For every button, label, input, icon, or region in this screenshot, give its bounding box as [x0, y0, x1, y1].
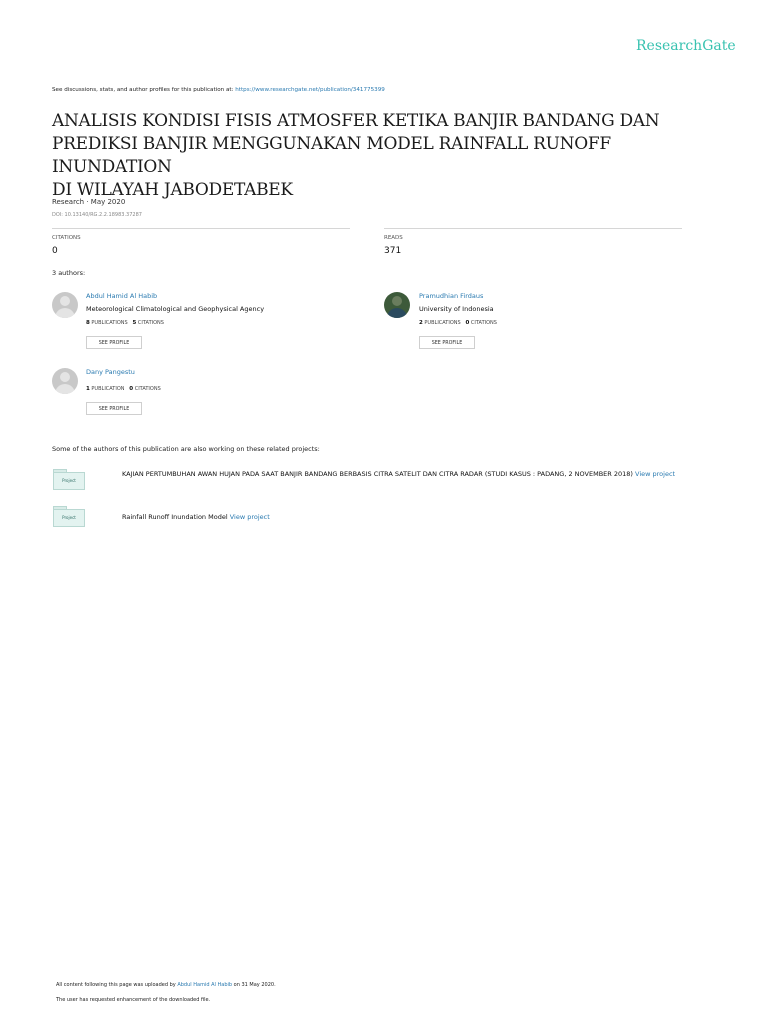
publication-type-date: Research · May 2020 — [52, 198, 126, 206]
project-title: Rainfall Runoff Inundation Model — [122, 513, 228, 521]
publication-title — [52, 110, 732, 202]
upload-prefix: All content following this page was uploaded by — [56, 982, 178, 988]
project-item — [122, 468, 712, 480]
project-folder-icon[interactable] — [53, 469, 84, 489]
citations-count: 0 — [465, 320, 470, 326]
related-projects-heading: Some of the authors of this publication are also working on these related projects: — [52, 445, 320, 453]
author-stats — [86, 386, 161, 392]
researchgate-logo[interactable]: ResearchGate — [636, 38, 736, 54]
project-icon-label: Project — [53, 509, 85, 527]
citations-label: CITATIONS — [134, 386, 161, 392]
citations-label: CITATIONS — [137, 320, 164, 326]
reads-value: 371 — [384, 246, 402, 256]
citations-count: 0 — [129, 386, 134, 392]
divider — [52, 228, 350, 229]
project-item — [122, 511, 270, 523]
project-folder-icon[interactable] — [53, 506, 84, 526]
see-profile-button[interactable]: SEE PROFILE — [86, 336, 142, 349]
see-profile-button[interactable]: SEE PROFILE — [419, 336, 475, 349]
project-title: KAJIAN PERTUMBUHAN AWAN HUJAN PADA SAAT BANJIR BANDANG BERBASIS CITRA SATELIT DAN CITRA RADAR (STUDI KASUS : PADANG, 2 NOVEMBER 2018) — [122, 470, 633, 478]
publications-count: 8 — [86, 320, 90, 326]
author-stats — [86, 320, 164, 326]
enhancement-note: The user has requested enhancement of the downloaded file. — [56, 997, 211, 1003]
author-avatar[interactable] — [52, 368, 78, 394]
publications-count: 1 — [86, 386, 90, 392]
upload-suffix: on 31 May 2020. — [232, 982, 276, 988]
author-name-link[interactable]: Dany Pangestu — [86, 368, 135, 376]
upload-note — [56, 982, 276, 988]
project-icon-label: Project — [53, 472, 85, 490]
title-line: PREDIKSI BANJIR MENGGUNAKAN MODEL RAINFALL RUNOFF INUNDATION — [52, 134, 611, 177]
author-stats — [419, 320, 497, 326]
divider — [384, 228, 682, 229]
reads-label: READS — [384, 235, 403, 241]
publication-url-link[interactable]: https://www.researchgate.net/publication/341775399 — [235, 87, 385, 93]
publications-count: 2 — [419, 320, 423, 326]
title-line: ANALISIS KONDISI FISIS ATMOSFER KETIKA BANJIR BANDANG DAN — [52, 111, 660, 131]
authors-heading: 3 authors: — [52, 269, 86, 277]
citations-value: 0 — [52, 246, 58, 256]
author-name-link[interactable]: Pramudhian Firdaus — [419, 292, 484, 300]
publications-label: PUBLICATIONS — [424, 320, 461, 326]
doi: DOI: 10.13140/RG.2.2.18983.37287 — [52, 212, 142, 218]
publications-label: PUBLICATIONS — [91, 320, 128, 326]
author-avatar[interactable] — [384, 292, 410, 318]
title-line: DI WILAYAH JABODETABEK — [52, 180, 293, 200]
citations-label: CITATIONS — [470, 320, 497, 326]
see-profile-button[interactable]: SEE PROFILE — [86, 402, 142, 415]
publications-label: PUBLICATION — [91, 386, 125, 392]
discussion-text: See discussions, stats, and author profiles for this publication at: — [52, 87, 236, 93]
author-avatar[interactable] — [52, 292, 78, 318]
uploader-link[interactable]: Abdul Hamid Al Habib — [177, 982, 233, 988]
view-project-link[interactable]: View project — [229, 513, 270, 521]
citations-label: CITATIONS — [52, 235, 81, 241]
discussion-note — [52, 87, 385, 93]
author-affiliation: Meteorological Climatological and Geophysical Agency — [86, 305, 265, 313]
author-affiliation: University of Indonesia — [419, 305, 494, 313]
citations-count: 5 — [132, 320, 137, 326]
view-project-link[interactable]: View project — [635, 470, 676, 478]
author-name-link[interactable]: Abdul Hamid Al Habib — [86, 292, 158, 300]
